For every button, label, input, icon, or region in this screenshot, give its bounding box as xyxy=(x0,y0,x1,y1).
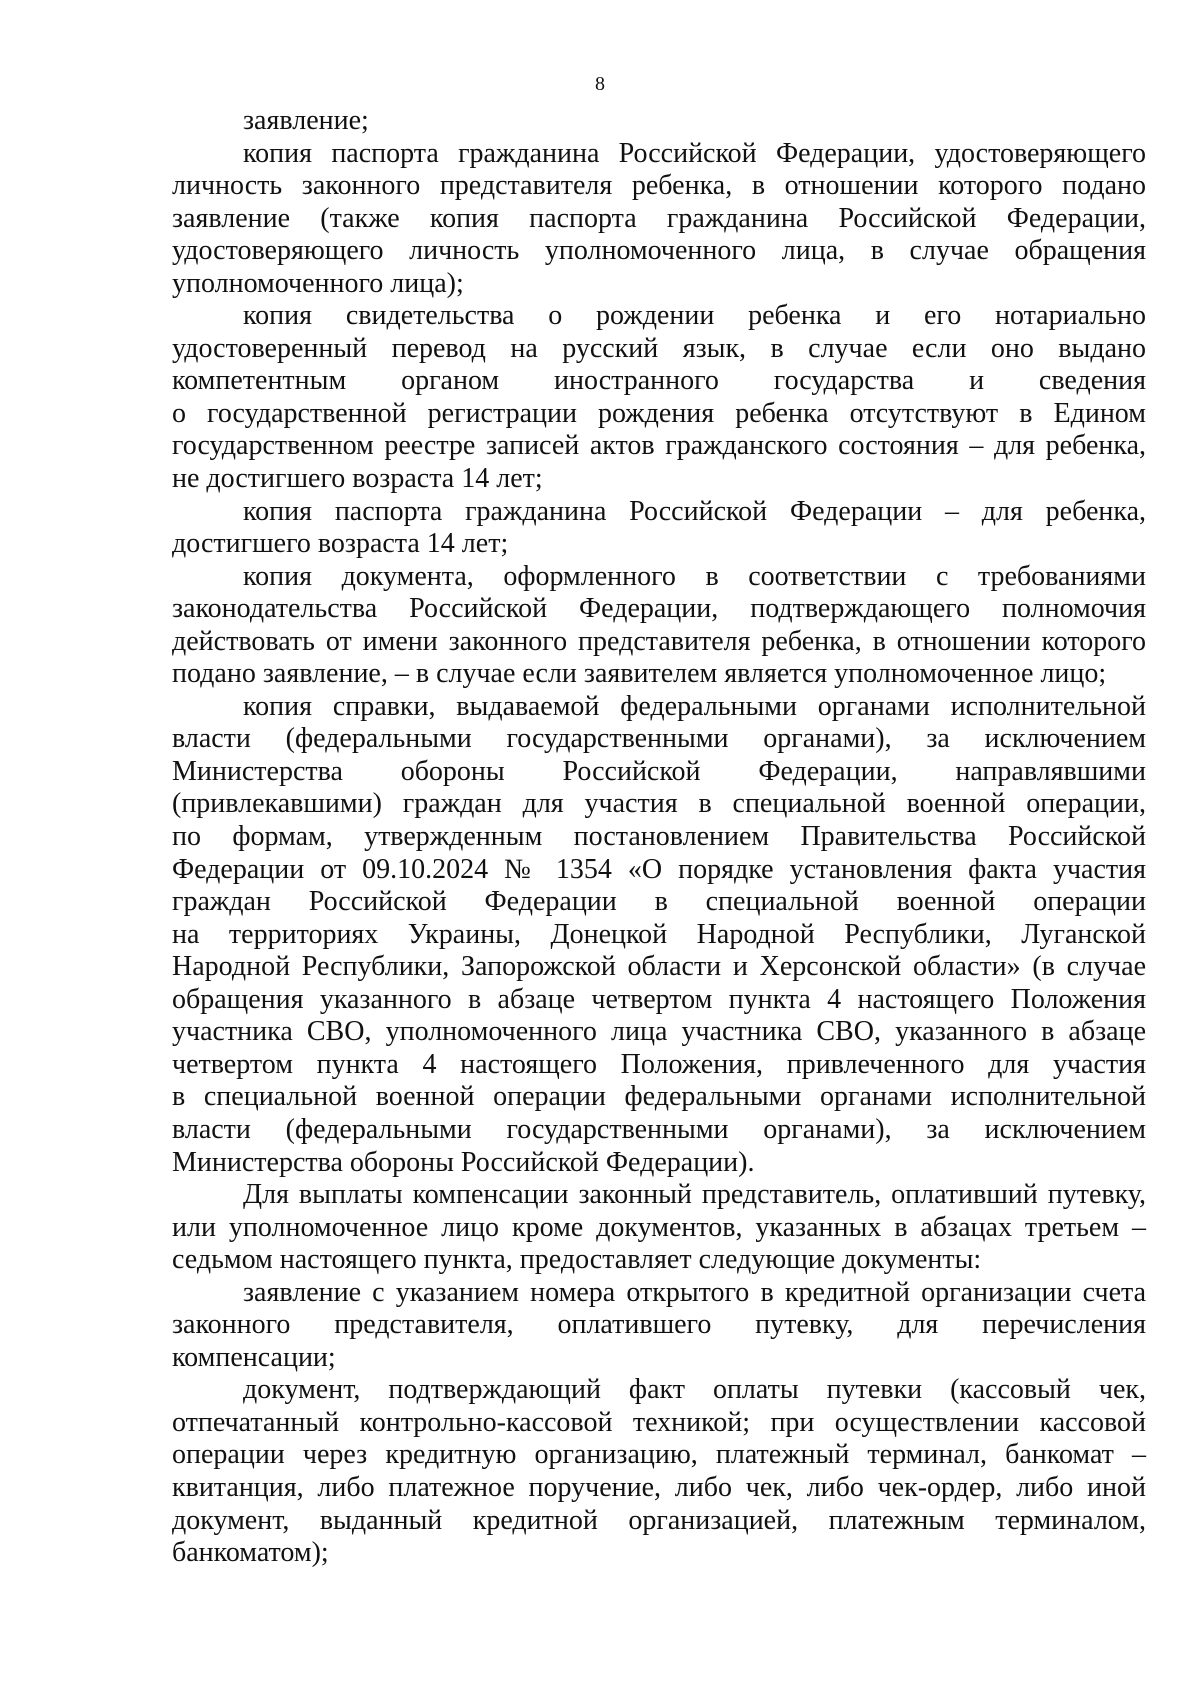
paragraph-first-line: заявление с указанием номера открытого в кредитной организации счета xyxy=(243,1276,1146,1308)
paragraph-first-line: Для выплаты компенсации законный представитель, оплативший путевку, xyxy=(243,1179,1146,1211)
paragraph-first-line: копия свидетельства о рождении ребенка и его нотариально xyxy=(243,300,1146,332)
text-line: удостоверенный перевод на русский язык, в случае если оно выдано xyxy=(172,332,1146,364)
text-line: операции через кредитную организацию, платежный терминал, банкомат – xyxy=(172,1439,1146,1471)
paragraph-first-line: копия паспорта гражданина Российской Федерации, удостоверяющего xyxy=(243,137,1146,169)
text-line: уполномоченного лица); xyxy=(172,267,464,299)
text-line: в специальной военной операции федеральными органами исполнительной xyxy=(172,1081,1146,1113)
paragraph-first-line: копия справки, выдаваемой федеральными органами исполнительной xyxy=(243,690,1146,722)
paragraph-first-line: копия документа, оформленного в соответствии с требованиями xyxy=(243,560,1146,592)
text-line: власти (федеральными государственными органами), за исключением xyxy=(172,1113,1146,1145)
text-line: удостоверяющего личность уполномоченного лица, в случае обращения xyxy=(172,235,1146,267)
text-line: банкоматом); xyxy=(172,1537,329,1569)
page-number: 8 xyxy=(595,73,605,95)
text-line: власти (федеральными государственными органами), за исключением xyxy=(172,723,1146,755)
text-line: личность законного представителя ребенка, в отношении которого подано xyxy=(172,170,1146,202)
text-line: седьмом настоящего пункта, предоставляет следующие документы: xyxy=(172,1244,982,1276)
text-line: Министерства обороны Российской Федерации, направлявшими xyxy=(172,755,1146,787)
text-line: или уполномоченное лицо кроме документов, указанных в абзацах третьем – xyxy=(172,1211,1146,1243)
text-line: (привлекавшими) граждан для участия в специальной военной операции, xyxy=(172,788,1146,820)
text-line: документ, выданный кредитной организацией, платежным терминалом, xyxy=(172,1504,1146,1536)
text-line: участника СВО, уполномоченного лица участника СВО, указанного в абзаце xyxy=(172,1016,1146,1048)
text-line: компенсации; xyxy=(172,1341,336,1373)
text-line: действовать от имени законного представителя ребенка, в отношении которого xyxy=(172,625,1146,657)
text-line: подано заявление, – в случае если заявителем является уполномоченное лицо; xyxy=(172,658,1107,690)
text-line: квитанция, либо платежное поручение, либо чек, либо чек-ордер, либо иной xyxy=(172,1471,1146,1503)
text-line: Министерства обороны Российской Федерации). xyxy=(172,1146,755,1178)
text-line: по формам, утвержденным постановлением Правительства Российской xyxy=(172,821,1146,853)
text-line: не достигшего возраста 14 лет; xyxy=(172,463,543,495)
text-line: законного представителя, оплатившего путевку, для перечисления xyxy=(172,1309,1146,1341)
paragraph-first-line: заявление; xyxy=(243,105,369,136)
paragraph-first-line: документ, подтверждающий факт оплаты путевки (кассовый чек, xyxy=(243,1374,1146,1406)
text-line: государственном реестре записей актов гражданского состояния – для ребенка, xyxy=(172,430,1146,462)
text-line: обращения указанного в абзаце четвертом пункта 4 настоящего Положения xyxy=(172,983,1146,1015)
text-line: о государственной регистрации рождения ребенка отсутствуют в Едином xyxy=(172,397,1146,429)
text-line: Федерации от 09.10.2024 № 1354 «О порядке установления факта участия xyxy=(172,853,1146,885)
document-body xyxy=(172,105,1146,1570)
text-line: компетентным органом иностранного государства и сведения xyxy=(172,365,1146,397)
text-line: граждан Российской Федерации в специальной военной операции xyxy=(172,886,1146,918)
text-line: заявление (также копия паспорта гражданина Российской Федерации, xyxy=(172,202,1146,234)
text-line: на территориях Украины, Донецкой Народной Республики, Луганской xyxy=(172,918,1146,950)
text-line: Народной Республики, Запорожской области и Херсонской области» (в случае xyxy=(172,951,1146,983)
text-line: отпечатанный контрольно-кассовой техникой; при осуществлении кассовой xyxy=(172,1406,1146,1438)
paragraph-first-line: копия паспорта гражданина Российской Федерации – для ребенка, xyxy=(243,495,1146,527)
text-line: законодательства Российской Федерации, подтверждающего полномочия xyxy=(172,593,1146,625)
text-line: четвертом пункта 4 настоящего Положения, привлеченного для участия xyxy=(172,1048,1146,1080)
text-line: достигшего возраста 14 лет; xyxy=(172,528,509,560)
